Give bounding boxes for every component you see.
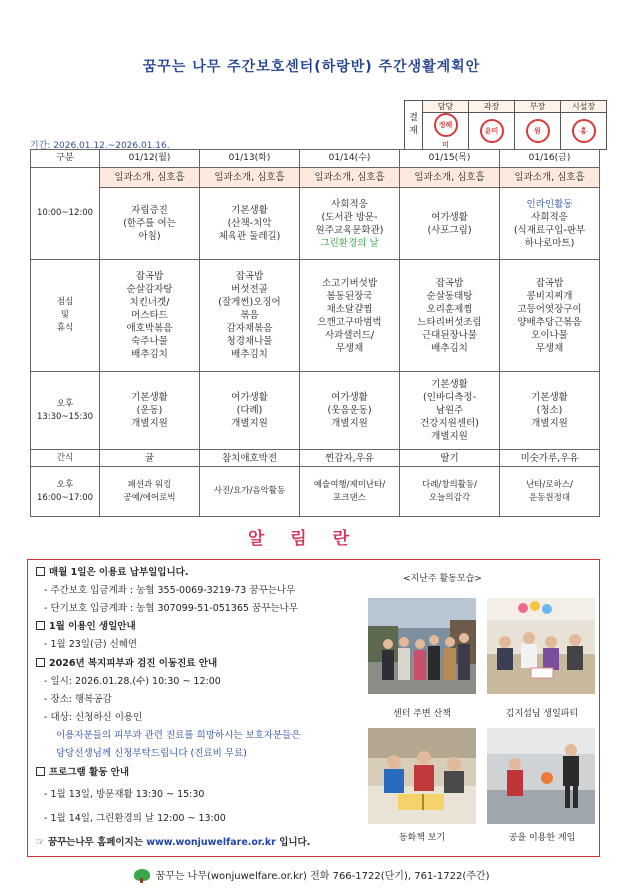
program-text: 오늘의감각 — [428, 492, 471, 503]
seal-stamp: 홍 — [572, 119, 596, 143]
lunch-label-text: 점심 — [56, 297, 74, 307]
schedule-header-row — [31, 150, 600, 168]
notice-detail: - 단기보호 입금계좌 : 농협 307099-51-051365 꿈꾸는나무 — [44, 603, 298, 614]
approval-head: 담당 — [423, 101, 469, 113]
photo-caption: 공을 이용한 게임 — [508, 833, 576, 843]
afternoon-cell — [100, 372, 200, 450]
late-cell — [300, 467, 400, 517]
lunch-label-text: 휴식 — [56, 323, 74, 333]
menu-item: 치킨너겟/ — [129, 297, 170, 308]
activity-detail: (청소) — [536, 405, 563, 416]
notice-detail: - 1월 14일, 그린환경의 날 12:00 ~ 13:00 — [44, 813, 226, 824]
afternoon-label — [31, 372, 100, 450]
late-cell — [400, 467, 500, 517]
menu-item: 채소달걀찜 — [326, 303, 373, 315]
menu-item: (잘게썬)오징어 — [218, 297, 281, 308]
snack-row — [31, 450, 600, 467]
notice-detail: - 일시: 2026.01.28.(수) 10:30 ~ 12:00 — [44, 676, 221, 687]
approval-head: 시설장 — [561, 101, 607, 113]
menu-item: 오이나물 — [531, 329, 568, 341]
activity-detail: (식재료구입-판부 — [513, 224, 586, 236]
menu-item: 양배추당근볶음 — [517, 316, 582, 328]
morning-cell — [200, 188, 300, 260]
activity-name: 기본생활 — [231, 205, 268, 216]
strip-cell: 일과소개, 심호흡 — [200, 168, 300, 188]
tree-logo-icon — [134, 869, 150, 881]
approval-sign — [515, 113, 561, 150]
activity-detail: (산책-치악 — [227, 218, 272, 229]
notice-detail: - 1월 23일(금) 신혜연 — [44, 639, 138, 650]
checkbox-icon — [36, 621, 45, 630]
late-cell — [200, 467, 300, 517]
program-text: 운동원정대 — [528, 492, 571, 503]
menu-item: 잡곡밥 — [535, 277, 564, 289]
homepage-suffix: 입니다. — [279, 837, 311, 848]
activity-name: 사회적응 — [331, 198, 368, 210]
day-header: 01/14(수) — [300, 150, 400, 168]
strip-cell: 일과소개, 심호흡 — [100, 168, 200, 188]
activity-name: 여가생활 — [231, 392, 268, 403]
morning-cell — [500, 188, 600, 260]
menu-item: 감자채볶음 — [226, 323, 273, 334]
approval-table — [404, 100, 607, 150]
menu-item: 버섯전골 — [231, 284, 268, 295]
lunch-menu-cell — [300, 260, 400, 372]
notice-item-text: 1월 이용인 생일안내 — [49, 621, 136, 632]
strip-cell: 일과소개, 심호흡 — [400, 168, 500, 188]
photo-birthday-image — [487, 598, 595, 694]
menu-item: 애호박볶음 — [126, 323, 173, 334]
program-text: 포크댄스 — [333, 492, 366, 503]
notice-item-program — [36, 764, 129, 778]
activity-name: 자립증진 — [131, 205, 168, 216]
activity-detail: 아침) — [138, 231, 161, 242]
menu-item: 오리훈제찜 — [426, 303, 473, 315]
activity-detail: (도서관 방문- — [321, 211, 378, 223]
notice-detail-blue: 담당선생님께 신청부탁드립니다 (진료비 무료) — [56, 748, 247, 759]
day-header: 01/16(금) — [500, 150, 600, 168]
activity-detail: 체육관 둘레길) — [218, 231, 281, 242]
lunch-menu-cell — [100, 260, 200, 372]
activity-detail: (한주를 여는 — [123, 218, 176, 229]
activity-detail: 건강지원센터) — [420, 418, 479, 429]
lunch-label — [31, 260, 100, 372]
photo-walk — [368, 598, 476, 694]
activity-detail: (인바디측정- — [422, 392, 477, 403]
afternoon-label-text: 13:30~15:30 — [36, 411, 94, 422]
lunch-menu-cell — [200, 260, 300, 372]
late-afternoon-row — [31, 467, 600, 517]
menu-item: 볶음 — [240, 310, 259, 321]
menu-item: 순살감자탕 — [126, 284, 173, 295]
period-text: 기간: 2026.01.12.~2026.01.16. — [30, 141, 170, 151]
notice-detail: - 장소: 행복공감 — [44, 694, 112, 705]
snack-cell: 미숫가루,우유 — [500, 450, 600, 467]
menu-item: 소고기버섯밥 — [321, 277, 378, 289]
activity-support: 개별지원 — [431, 431, 468, 442]
menu-item: 배추김치 — [231, 349, 268, 360]
afternoon-label-text: 오후 — [56, 398, 74, 409]
checkbox-icon — [36, 658, 45, 667]
photo-birthday — [487, 598, 595, 694]
approval-sign — [469, 113, 515, 150]
homepage-link[interactable]: www.wonjuwelfare.or.kr — [146, 837, 276, 848]
approval-head: 부장 — [515, 101, 561, 113]
morning-cell — [400, 188, 500, 260]
menu-item: 배추김치 — [131, 349, 168, 360]
morning-cell — [300, 188, 400, 260]
activity-name: 기본생활 — [431, 379, 468, 390]
checkbox-icon — [36, 567, 45, 576]
morning-strip-row — [31, 168, 600, 188]
afternoon-row — [31, 372, 600, 450]
photo-ballgame-image — [487, 728, 595, 824]
activity-name: 사회적응 — [531, 211, 568, 223]
late-cell — [100, 467, 200, 517]
seal-stamp: 윤미 — [480, 119, 504, 143]
photo-walk-image — [368, 598, 476, 694]
homepage-prefix: ☞ 꿈꾸는나무 홈페이지는 — [36, 837, 143, 848]
activity-detail: (웃음운동) — [327, 405, 372, 416]
notice-item-birthday — [36, 618, 136, 632]
lunch-menu-cell — [400, 260, 500, 372]
activity-detail: 원주교육문화관) — [315, 224, 384, 236]
lunch-row — [31, 260, 600, 372]
activity-name: 기본생활 — [131, 392, 168, 403]
photo-caption: 김지섭님 생일파티 — [505, 709, 579, 719]
inline-activity-label: 인라인활동 — [526, 198, 573, 210]
lunch-label-text: 및 — [60, 310, 70, 320]
footer-text: 꿈꾸는 나무(wonjuwelfare.or.kr) 전화 766-1722(단기), 761-1722(주간) — [155, 871, 490, 882]
notice-detail-blue: 이용자분들의 피부과 관련 진료를 희망하시는 보호자분들은 — [56, 730, 301, 741]
activity-name: 기본생활 — [531, 392, 568, 403]
menu-item: 느타리버섯조림 — [417, 316, 482, 328]
program-text: 사진/요가/음악활동 — [213, 486, 286, 496]
notice-item-text: 매월 1일은 이용료 납부일입니다. — [49, 567, 189, 578]
menu-item: 근대된장나물 — [421, 329, 478, 341]
photo-caption: 센터 주변 산책 — [393, 709, 451, 719]
program-text: 예술여행/제미난타/ — [313, 479, 386, 490]
notice-item-dermatology — [36, 655, 217, 669]
seal-stamp: 원 — [526, 119, 550, 143]
photo-storybook-image — [368, 728, 476, 824]
photos-title: <지난주 활동모습> — [403, 574, 482, 584]
late-label-text: 16:00~17:00 — [36, 492, 94, 503]
menu-item: 무생채 — [535, 342, 564, 354]
afternoon-cell — [300, 372, 400, 450]
program-text: 다례/창의활동/ — [422, 479, 477, 490]
menu-item: 순살동태탕 — [426, 290, 473, 302]
snack-label: 간식 — [31, 450, 100, 467]
approval-label: 결 재 — [405, 101, 423, 150]
footer — [0, 867, 623, 882]
notice-detail: - 주간보호 입금계좌 : 농협 355-0069-3219-73 꿈꾸는나무 — [44, 585, 296, 596]
activity-support: 개별지원 — [231, 418, 268, 429]
menu-item: 사과샐러드/ — [324, 329, 375, 341]
menu-item: 잡곡밥 — [235, 271, 264, 282]
green-day-label: 그린환경의 날 — [320, 237, 379, 249]
menu-item: 무생채 — [335, 342, 364, 354]
photo-ballgame — [487, 728, 595, 824]
activity-support: 개별지원 — [131, 418, 168, 429]
photo-storybook — [368, 728, 476, 824]
activity-detail: (다례) — [236, 405, 263, 416]
afternoon-cell — [200, 372, 300, 450]
menu-item: 잡곡밥 — [135, 271, 164, 282]
lunch-menu-cell — [500, 260, 600, 372]
strip-cell: 일과소개, 심호흡 — [300, 168, 400, 188]
morning-row — [31, 188, 600, 260]
homepage-line — [36, 834, 310, 848]
activity-support: 개별지원 — [531, 418, 568, 429]
activity-detail: (사포그림) — [427, 224, 472, 236]
late-afternoon-label — [31, 467, 100, 517]
activity-name: 여가생활 — [331, 392, 368, 403]
day-header: 01/12(월) — [100, 150, 200, 168]
menu-item: 숙주나물 — [131, 336, 168, 347]
strip-cell: 일과소개, 심호흡 — [500, 168, 600, 188]
page-title: 꿈꾸는 나무 주간보호센터(하랑반) 주간생활계획안 — [142, 59, 481, 75]
seal-stamp: 정해미 — [434, 113, 458, 137]
program-text: 난타/로하스/ — [526, 479, 573, 490]
afternoon-cell — [400, 372, 500, 450]
notice-item-text: 2026년 복지피부과 검진 이동진료 안내 — [49, 658, 218, 669]
notice-detail: - 1월 13일, 방문재활 13:30 ~ 15:30 — [44, 789, 205, 800]
day-header: 01/13(화) — [200, 150, 300, 168]
menu-item: 배추김치 — [431, 342, 468, 354]
menu-item: 잡곡밥 — [435, 277, 464, 289]
activity-detail: 남원주 — [435, 405, 464, 416]
notice-item-text: 프로그램 활동 안내 — [49, 767, 130, 778]
notice-detail: - 대상: 신청하신 이용인 — [44, 712, 143, 723]
snack-cell: 찐감자,우유 — [300, 450, 400, 467]
activity-detail: 하나로마트) — [524, 237, 575, 249]
approval-sign — [561, 113, 607, 150]
menu-item: 머스타드 — [131, 310, 168, 321]
checkbox-icon — [36, 767, 45, 776]
day-header: 01/15(목) — [400, 150, 500, 168]
photo-caption: 동화책 보기 — [398, 833, 446, 843]
morning-cell — [100, 188, 200, 260]
activity-detail: (운동) — [136, 405, 163, 416]
program-text: 패션과 워킹 — [127, 479, 172, 490]
afternoon-cell — [500, 372, 600, 450]
menu-item: 고등어엿장구이 — [517, 303, 582, 315]
menu-item: 콩비지찌개 — [526, 290, 573, 302]
notice-title: 알림란 — [247, 529, 376, 549]
morning-time-label: 10:00~12:00 — [31, 168, 100, 260]
activity-support: 개별지원 — [331, 418, 368, 429]
snack-cell: 귤 — [100, 450, 200, 467]
weekly-schedule-table — [30, 149, 600, 517]
menu-item: 으깬고구마범벅 — [317, 316, 382, 328]
notice-item-payment — [36, 564, 188, 578]
late-label-text: 오후 — [56, 479, 74, 490]
snack-cell: 딸기 — [400, 450, 500, 467]
corner-cell: 구분 — [31, 150, 100, 168]
program-text: 공예/에어로빅 — [123, 492, 176, 503]
approval-head: 과장 — [469, 101, 515, 113]
menu-item: 봄동된장국 — [326, 290, 373, 302]
approval-sign — [423, 113, 469, 150]
menu-item: 청경채나물 — [226, 336, 273, 347]
snack-cell: 참치애호박전 — [200, 450, 300, 467]
late-cell — [500, 467, 600, 517]
activity-name: 여가생활 — [431, 211, 468, 223]
